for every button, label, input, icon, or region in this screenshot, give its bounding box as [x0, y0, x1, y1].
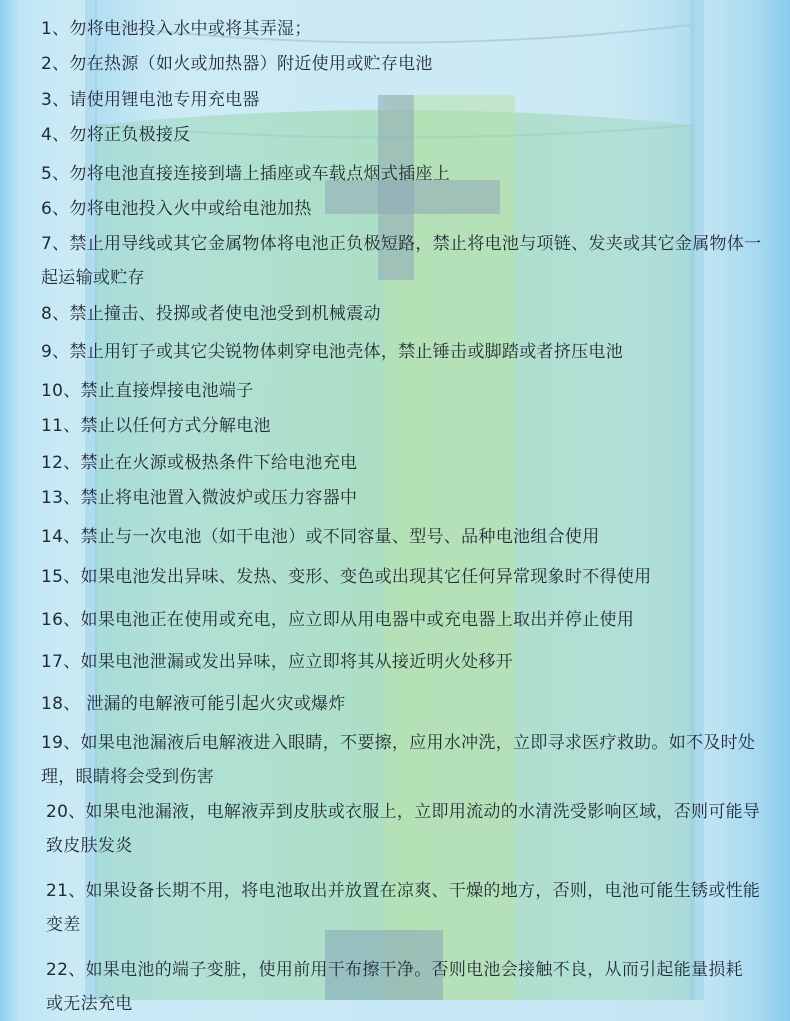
warning-item-3: 3、请使用锂电池专用充电器 [41, 90, 260, 110]
warning-item-6: 6、勿将电池投入火中或给电池加热 [41, 199, 312, 219]
warning-item-11: 11、禁止以任何方式分解电池 [41, 416, 271, 436]
warning-item-2: 2、勿在热源（如火或加热器）附近使用或贮存电池 [41, 54, 433, 74]
warning-item-9: 9、禁止用钉子或其它尖锐物体刺穿电池壳体，禁止锤击或脚踏或者挤压电池 [41, 342, 624, 362]
warning-item-8: 8、禁止撞击、投掷或者使电池受到机械震动 [41, 304, 381, 324]
warning-item-20: 20、如果电池漏液，电解液弄到皮肤或衣服上，立即用流动的水清洗受影响区域，否则可能导致皮肤发炎 [46, 802, 761, 856]
warning-item-12: 12、禁止在火源或极热条件下给电池充电 [41, 453, 358, 473]
warning-item-7: 7、禁止用导线或其它金属物体将电池正负极短路，禁止将电池与项链、发夹或其它金属物体一起运输或贮存 [41, 234, 762, 288]
warning-item-14: 14、禁止与一次电池（如干电池）或不同容量、型号、品种电池组合使用 [41, 527, 600, 547]
warning-item-13: 13、禁止将电池置入微波炉或压力容器中 [41, 488, 358, 508]
warning-item-4: 4、勿将正负极接反 [41, 125, 191, 145]
warning-item-18: 18、 泄漏的电解液可能引起火灾或爆炸 [41, 694, 346, 714]
warning-item-16: 16、如果电池正在使用或充电，应立即从用电器中或充电器上取出并停止使用 [41, 610, 635, 630]
warning-item-21: 21、如果设备长期不用，将电池取出并放置在凉爽、干燥的地方，否则，电池可能生锈或性能变差 [46, 881, 761, 935]
warning-item-22: 22、如果电池的端子变脏，使用前用干布擦干净。否则电池会接触不良，从而引起能量损耗或无法充电 [46, 960, 743, 1014]
warning-item-17: 17、如果电池泄漏或发出异味，应立即将其从接近明火处移开 [41, 652, 514, 672]
warning-item-5: 5、勿将电池直接连接到墙上插座或车载点烟式插座上 [41, 164, 451, 184]
warning-item-1: 1、勿将电池投入水中或将其弄湿； [41, 19, 312, 39]
warning-item-15: 15、如果电池发出异味、发热、变形、变色或出现其它任何异常现象时不得使用 [41, 567, 652, 587]
warning-item-19: 19、如果电池漏液后电解液进入眼睛，不要擦，应用水冲洗，立即寻求医疗救助。如不及时处理，眼睛将会受到伤害 [41, 733, 756, 787]
warning-item-10: 10、禁止直接焊接电池端子 [41, 381, 254, 401]
